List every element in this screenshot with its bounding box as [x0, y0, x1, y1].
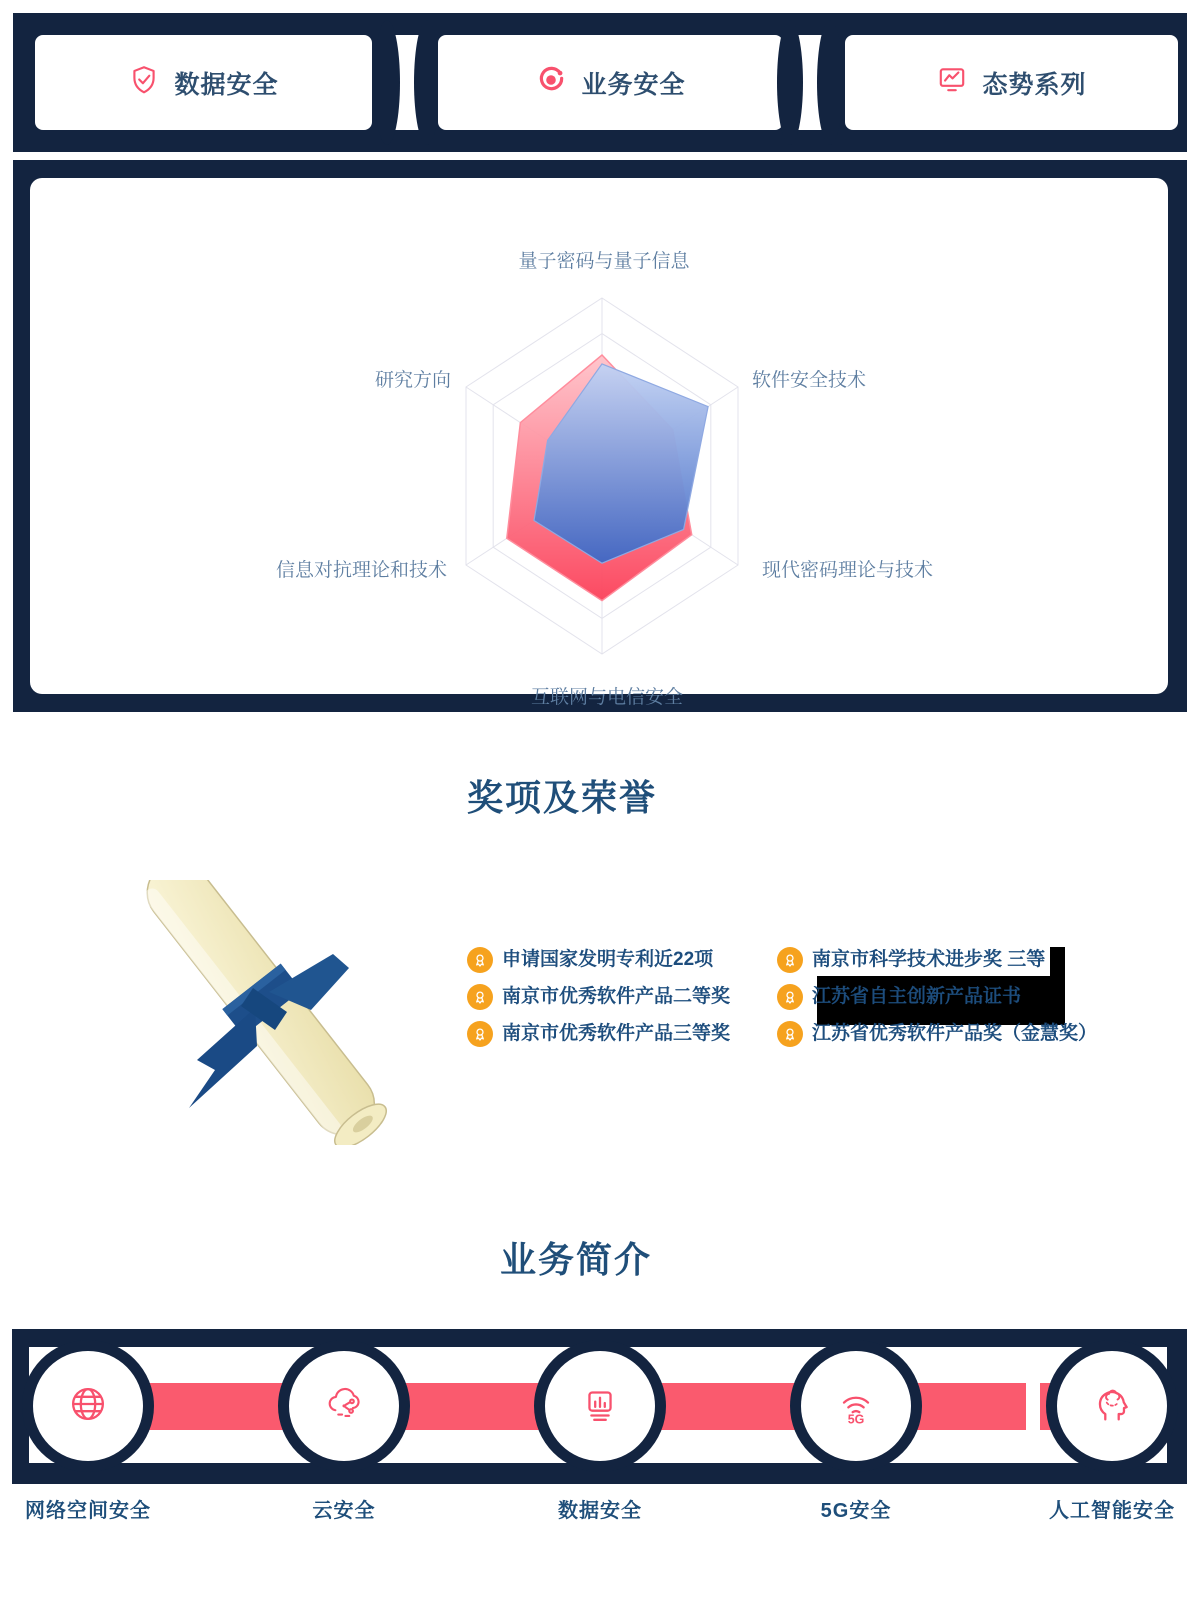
- business-item-data: [545, 1351, 655, 1461]
- 5g-wifi-icon: [833, 1381, 879, 1432]
- business-item-cloud: [289, 1351, 399, 1461]
- radar-axis-label: 互联网与电信安全: [530, 687, 683, 708]
- awards-title: 奖项及荣誉: [466, 777, 657, 818]
- business-title: 业务简介: [499, 1239, 652, 1280]
- ai-head-icon: [1089, 1381, 1135, 1432]
- business-item-label: 数据安全: [558, 1500, 642, 1522]
- nav-separator: [791, 35, 829, 130]
- award-item: 南京市科学技术进步奖 三等: [812, 944, 1050, 976]
- svg-text:5G: 5G: [847, 1412, 865, 1427]
- medal-icon: [467, 984, 493, 1010]
- nav-card-label: 态势系列: [982, 70, 1087, 99]
- business-item-label: 云安全: [312, 1500, 376, 1522]
- cloud-circuit-icon: [321, 1381, 367, 1432]
- top-nav-bar: [13, 13, 1187, 152]
- globe-icon: [65, 1381, 111, 1432]
- business-item-label: 网络空间安全: [25, 1500, 151, 1522]
- data-monitor-icon: [577, 1381, 623, 1432]
- nav-card-label: 数据安全: [174, 70, 279, 99]
- nav-card-business-security[interactable]: [438, 35, 783, 130]
- business-item-label: 人工智能安全: [1049, 1500, 1175, 1522]
- nav-card-label: 业务安全: [581, 70, 686, 99]
- radar-axis-label: 现代密码理论与技术: [762, 560, 934, 581]
- radar-axis-label: 信息对抗理论和技术: [275, 560, 447, 581]
- radar-axis-label: 研究方向: [374, 370, 451, 391]
- medal-icon: [467, 947, 493, 973]
- business-item-label: 5G安全: [820, 1500, 892, 1522]
- business-item-ai: [1057, 1351, 1167, 1461]
- radar-axis-label: 量子密码与量子信息: [518, 251, 690, 272]
- radar-section: [13, 160, 1187, 712]
- radar-axis-label: 软件安全技术: [752, 370, 867, 391]
- orbit-dot-icon: [535, 64, 567, 101]
- medal-icon: [777, 984, 803, 1010]
- medal-icon: [467, 1021, 493, 1047]
- award-item: 申请国家发明专利近22项: [502, 949, 714, 970]
- award-item: 江苏省自主创新产品证书: [812, 986, 1022, 1007]
- award-item: 南京市优秀软件产品二等奖: [502, 986, 731, 1007]
- business-item-cyberspace: [33, 1351, 143, 1461]
- award-item: 南京市优秀软件产品三等奖: [502, 1023, 731, 1044]
- radar-card: [30, 178, 1168, 708]
- award-item: 江苏省优秀软件产品奖（金慧奖）: [812, 1023, 1098, 1044]
- nav-separator: [388, 35, 426, 130]
- track-bar-gap: [1026, 1383, 1040, 1430]
- medal-icon: [777, 947, 803, 973]
- nav-card-situation-series[interactable]: [845, 35, 1178, 130]
- diploma-scroll-image: [115, 880, 435, 1145]
- shield-check-icon: [128, 64, 160, 101]
- business-item-5g: [801, 1351, 911, 1461]
- monitor-trend-icon: [936, 64, 968, 101]
- nav-card-data-security[interactable]: [35, 35, 372, 130]
- medal-icon: [777, 1021, 803, 1047]
